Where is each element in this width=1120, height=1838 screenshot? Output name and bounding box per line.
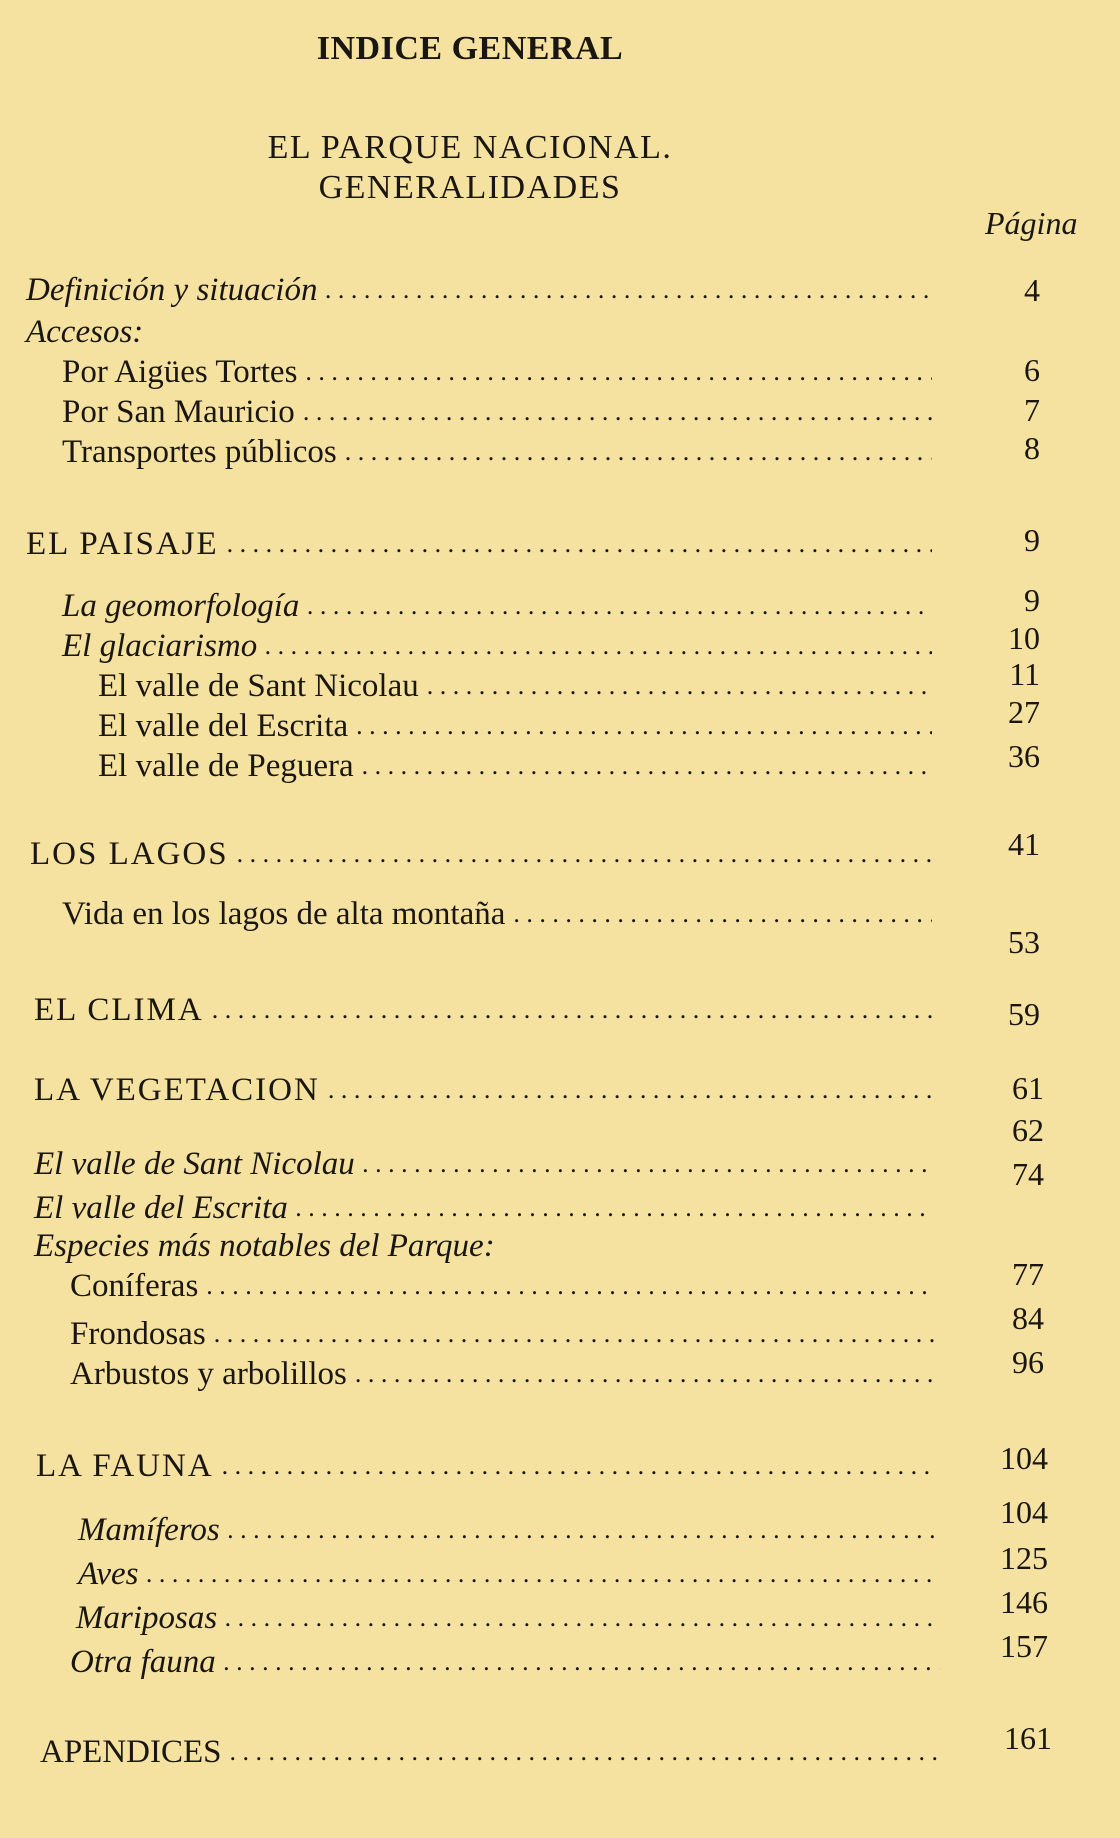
toc-entry: La geomorfología . . .: [62, 582, 932, 626]
page-title: INDICE GENERAL: [316, 30, 624, 67]
toc-entry: Frondosas . . .: [70, 1310, 936, 1354]
toc-section: LA FAUNA . . .: [36, 1442, 936, 1486]
toc-page-number: 53: [1008, 924, 1040, 960]
toc-page-number: 96: [1012, 1344, 1044, 1380]
toc-page-number: 8: [1024, 430, 1040, 466]
section-heading-line1: EL PARQUE NACIONAL.: [267, 129, 673, 166]
toc-section: EL CLIMA . . .: [34, 986, 936, 1030]
toc-page-number: 146: [1000, 1584, 1048, 1620]
toc-entry: Definición y situación . . .: [26, 266, 932, 310]
toc-entry: El glaciarismo . . .: [62, 622, 932, 666]
toc-page-number: 27: [1008, 694, 1040, 730]
toc-section: EL PAISAJE . . .: [26, 520, 932, 564]
toc-entry: El valle de Sant Nicolau . . .: [34, 1140, 932, 1184]
toc-page-number: 157: [1000, 1628, 1048, 1664]
toc-page-number: 9: [1024, 522, 1040, 558]
toc-entry: El valle de Peguera . . .: [98, 742, 932, 786]
toc-page-number: 161: [1004, 1720, 1052, 1756]
toc-page-number: 9: [1024, 582, 1040, 618]
toc-page-number: 41: [1008, 826, 1040, 862]
toc-entry: Por San Mauricio . . .: [62, 388, 932, 432]
toc-page-number: 62: [1012, 1112, 1044, 1148]
toc-entry: Aves . . .: [78, 1550, 940, 1594]
toc-page-number: 84: [1012, 1300, 1044, 1336]
toc-section: LA VEGETACION . . .: [34, 1066, 936, 1110]
toc-page-number: 104: [1000, 1494, 1048, 1530]
toc-entry: Accesos:: [26, 314, 144, 350]
toc-entry: El valle de Sant Nicolau . . .: [98, 662, 932, 706]
page-column-label: Página: [985, 205, 1078, 241]
toc-entry: Vida en los lagos de alta montaña . . .: [62, 890, 932, 934]
toc-page-number: 125: [1000, 1540, 1048, 1576]
toc-page-number: 7: [1024, 392, 1040, 428]
toc-page-number: 4: [1024, 272, 1040, 308]
toc-entry: Por Aigües Tortes . . .: [62, 348, 932, 392]
toc-entry: Coníferas . . .: [70, 1262, 936, 1306]
toc-entry: Mamíferos . . .: [78, 1506, 940, 1550]
toc-page-number: 36: [1008, 738, 1040, 774]
toc-page-number: 59: [1008, 996, 1040, 1032]
toc-page-number: 6: [1024, 352, 1040, 388]
toc-section: APENDICES . . .: [40, 1728, 940, 1772]
section-heading-line2: GENERALIDADES: [318, 169, 622, 206]
toc-entry: Especies más notables del Parque:: [34, 1228, 495, 1264]
toc-entry: Mariposas . . .: [76, 1594, 940, 1638]
toc-page-number: 74: [1012, 1156, 1044, 1192]
toc-entry: El valle del Escrita . . .: [34, 1184, 932, 1228]
toc-entry: Transportes públicos . . .: [62, 428, 932, 472]
toc-entry: Arbustos y arbolillos . . .: [70, 1350, 936, 1394]
toc-page-number: 61: [1012, 1070, 1044, 1106]
toc-entry: Otra fauna . . .: [70, 1638, 940, 1682]
toc-page-number: 10: [1008, 620, 1040, 656]
toc-section: LOS LAGOS . . .: [30, 830, 932, 874]
toc-page-number: 11: [1009, 656, 1040, 692]
toc-page-number: 77: [1012, 1256, 1044, 1292]
toc-page-number: 104: [1000, 1440, 1048, 1476]
toc-entry: El valle del Escrita . . .: [98, 702, 932, 746]
